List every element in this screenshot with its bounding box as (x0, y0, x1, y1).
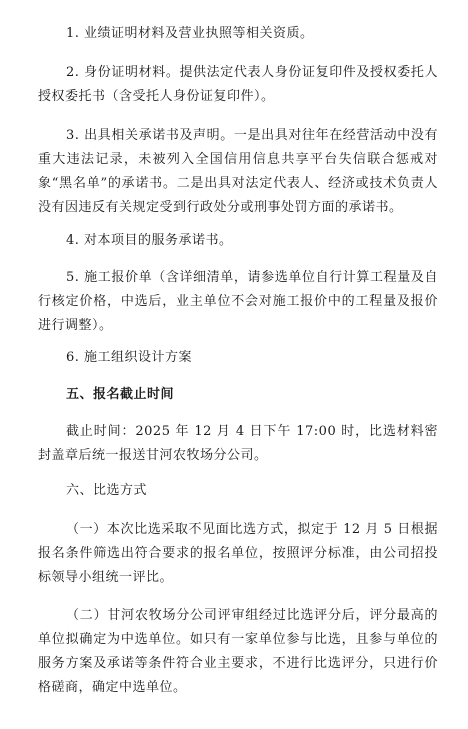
paragraph-identity-materials: 2. 身份证明材料。提供法定代表人身份证复印件及授权委托人授权委托书（含受托人身份证复印件）。 (38, 65, 438, 104)
paragraph-qualification-materials: 1. 业绩证明材料及营业执照等相关资质。 (66, 26, 314, 41)
paragraph-construction-quote: 5. 施工报价单（含详细清单，请参选单位自行计算工程量及自行核定价格，中选后，业主单位不会对施工报价中的工程量及报价进行调整）。 (38, 270, 438, 333)
section-heading-selection-method: 六、比选方式 (66, 483, 148, 498)
paragraph-construction-plan: 6. 施工组织设计方案 (66, 350, 193, 365)
paragraph-selection-method-1: （一）本次比选采取不见面比选方式，拟定于 12 月 5 日根据报名条件筛选出符合要求的报名单位，按照评分标准，由公司招投标领导小组统一评比。 (38, 522, 438, 585)
paragraph-selection-method-2: （二）甘河农牧场分公司评审组经过比选评分后，评分最高的单位拟确定为中选单位。如只有一家单位参与比选，且参与单位的服务方案及承诺等条件符合业主要求，不进行比选评分，只进行价格磋商，确定中选单位。 (38, 608, 438, 695)
paragraph-service-commitment: 4. 对本项目的服务承诺书。 (66, 233, 233, 248)
paragraph-commitment-statement: 3. 出具相关承诺书及声明。一是出具对往年在经营活动中没有重大违法记录，未被列入全国信用信息共享平台失信联合惩戒对象“黑名单”的承诺书。二是出具对法定代表人、经济或技术负责人没有因违反有关规定受到行政处分或刑事处罚方面的承诺书。 (38, 128, 438, 215)
section-heading-deadline: 五、报名截止时间 (66, 387, 175, 402)
paragraph-deadline-details: 截止时间：2025 年 12 月 4 日下午 17:00 时，比选材料密封盖章后统一报送甘河农牧场分公司。 (38, 424, 438, 463)
